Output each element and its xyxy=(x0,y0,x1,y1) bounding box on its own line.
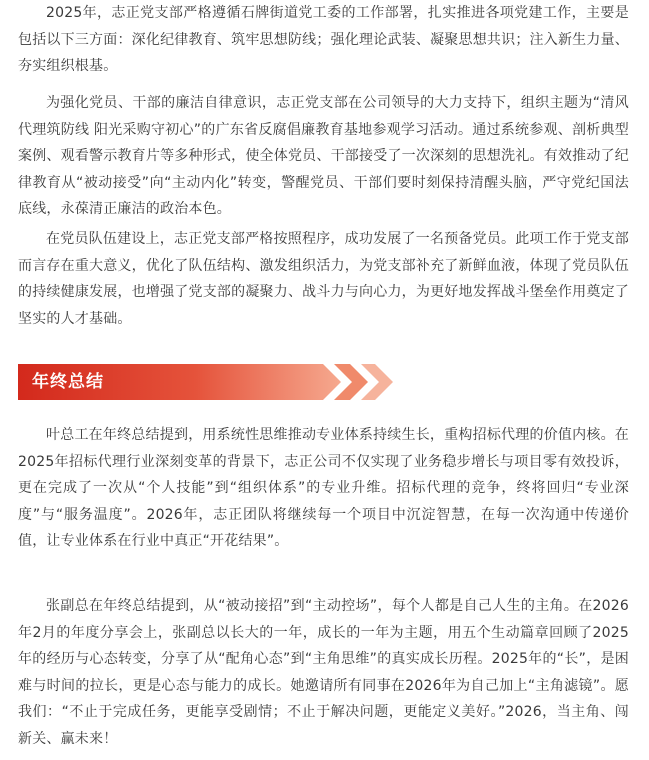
paragraph-intro: 2025年，志正党支部严格遵循石牌街道党工委的工作部署，扎实推进各项党建工作，主要是包括以下三方面：深化纪律教育、筑牢思想防线；强化理论武装、凝聚思想共识；注入新生力量、夯实组织根基。 xyxy=(18,5,629,74)
paragraph-party-team-building: 在党员队伍建设上，志正党支部严格按照程序，成功发展了一名预备党员。此项工作于党支部而言存在重大意义，优化了队伍结构、激发组织活力，为党支部补充了新鲜血液，体现了党员队伍的持续健康发展，也增强了党支部的凝聚力、战斗力与向心力，为更好地发挥战斗堡垒作用奠定了坚实的人才基础。 xyxy=(18,231,629,327)
section-header-year-end-summary xyxy=(18,364,403,400)
paragraph-discipline-education: 为强化党员、干部的廉洁自律意识，志正党支部在公司领导的大力支持下，组织主题为“清风代理筑防线 阳光采购守初心”的广东省反腐倡廉教育基地参观学习活动。通过系统参观、剖析典型案例、观看警示教育片等多种形式，使全体党员、干部接受了一次深刻的思想洗礼。有效推动了纪律教育从“被动接受”向“主动内化”转变，警醒党员、干部们要时刻保持清醒头脑，严守党纪国法底线，永葆清正廉洁的政治本色。 xyxy=(18,95,629,217)
paragraph-ye-summary: 叶总工在年终总结提到，用系统性思维推动专业体系持续生长，重构招标代理的价值内核。在2025年招标代理行业深刻变革的背景下，志正公司不仅实现了业务稳步增长与项目零有效投诉，更在完成了一次从“个人技能”到“组织体系”的专业升维。招标代理的竞争，终将回归“专业深度”与“服务温度”。2026年，志正团队将继续每一个项目中沉淀智慧，在每一次沟通中传递价值，让专业体系在行业中真正“开花结果”。 xyxy=(18,427,629,549)
paragraph-zhang-summary: 张副总在年终总结提到，从“被动接招”到“主动控场”，每个人都是自己人生的主角。在2026年2月的年度分享会上，张副总以长大的一年，成长的一年为主题，用五个生动篇章回顾了2025年的经历与心态转变，分享了从“配角心态”到“主角思维”的真实成长历程。2025年的“长”，是困难与时间的拉长，更是心态与能力的成长。她邀请所有同事在2026年为自己加上“主角滤镜”。愿我们：“不止于完成任务，更能享受剧情；不止于解决问题，更能定义美好。”2026，当主角、闯新关、赢未来！ xyxy=(18,598,629,747)
section-title: 年终总结 xyxy=(32,372,104,392)
